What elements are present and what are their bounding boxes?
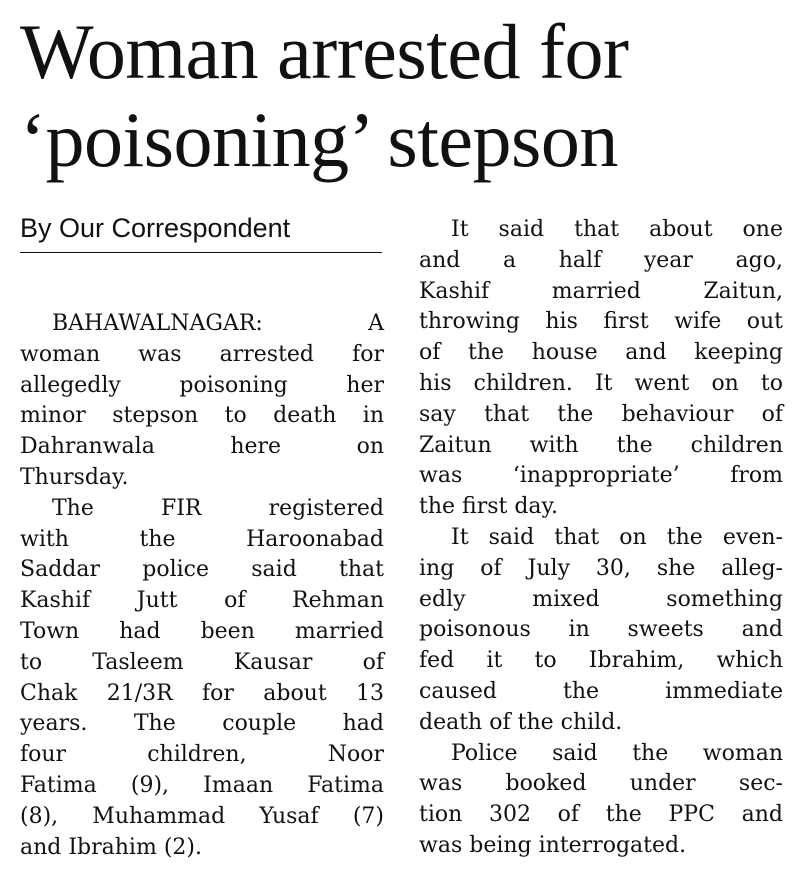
text-line: and a half year ago,: [419, 247, 783, 273]
text-line: was being interrogated.: [419, 832, 687, 858]
text-line: caused the immediate: [419, 678, 783, 704]
text-line: was ‘inappropriate’ from: [419, 463, 783, 489]
text-line: poisonous in sweets and: [419, 617, 783, 643]
text-line: Dahranwala here on: [20, 434, 384, 460]
text-line: Kashif married Zaitun,: [419, 278, 783, 304]
text-line: ing of July 30, she alleg-: [419, 555, 783, 581]
text-line: woman was arrested for: [20, 341, 384, 367]
headline-line-2: ‘poisoning’ stepson: [20, 96, 618, 183]
text-line: tion 302 of the PPC and: [419, 802, 783, 828]
text-line: It said that on the even-: [451, 524, 783, 550]
text-line: (8), Muhammad Yusaf (7): [20, 803, 384, 829]
text-line: with the Haroonabad: [20, 526, 384, 552]
text-line: throwing his first wife out: [419, 309, 783, 335]
article-column-left: [20, 309, 384, 863]
text-line: minor stepson to death in: [20, 403, 384, 429]
text-line: to Tasleem Kausar of: [20, 649, 384, 675]
text-line: It said that about one: [451, 217, 783, 242]
headline: [20, 8, 790, 184]
text-line: Kashif Jutt of Rehman: [20, 588, 384, 614]
text-line: four children, Noor: [20, 742, 384, 768]
text-line: edly mixed something: [419, 586, 783, 612]
byline: By Our Correspondent: [20, 208, 382, 253]
text-line: Police said the woman: [451, 740, 783, 766]
text-line: allegedly poisoning her: [20, 372, 384, 398]
text-line: Thursday.: [20, 464, 129, 490]
text-line: was booked under sec-: [419, 771, 783, 797]
text-line: Saddar police said that: [20, 557, 384, 583]
text-line: his children. It went on to: [419, 370, 783, 396]
text-line: and Ibrahim (2).: [20, 834, 202, 860]
text-line: Zaitun with the children: [419, 432, 783, 458]
text-line: years. The couple had: [20, 711, 384, 737]
text-line: of the house and keeping: [419, 340, 783, 366]
text-line: fed it to Ibrahim, which: [419, 648, 783, 674]
headline-line-1: Woman arrested for: [20, 8, 629, 95]
article-column-right: [419, 215, 783, 862]
text-line: The FIR registered: [52, 495, 384, 521]
text-line: Fatima (9), Imaan Fatima: [20, 772, 384, 798]
text-line: BAHAWALNAGAR: A: [52, 311, 384, 336]
text-line: Chak 21/3R for about 13: [20, 680, 384, 706]
text-line: the first day.: [419, 494, 559, 520]
text-line: death of the child.: [419, 709, 623, 735]
text-line: say that the behaviour of: [419, 401, 783, 427]
text-line: Town had been married: [20, 618, 384, 644]
